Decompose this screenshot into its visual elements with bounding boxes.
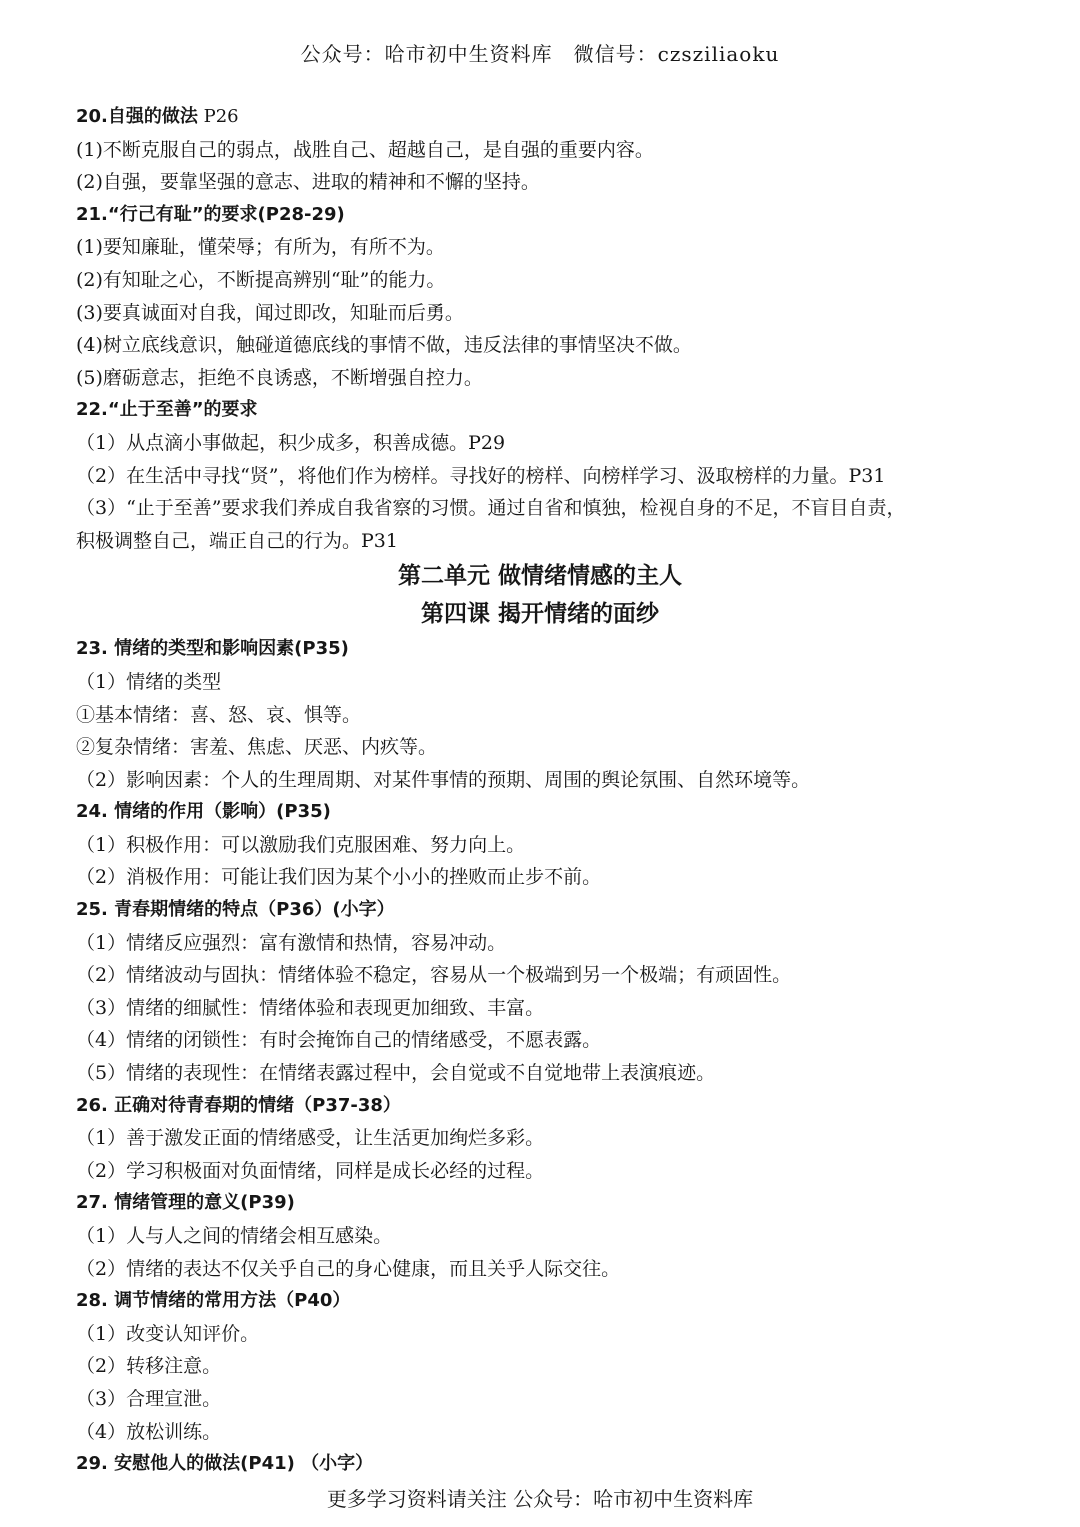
list-item: （5）情绪的表现性：在情绪表露过程中，会自觉或不自觉地带上表演痕迹。 bbox=[76, 1062, 716, 1085]
list-item: (1)不断克服自己的弱点，战胜自己、超越自己，是自强的重要内容。 bbox=[76, 138, 654, 161]
document-body bbox=[76, 101, 1036, 1481]
list-item: （2）在生活中寻找“贤”，将他们作为榜样。寻找好的榜样、向榜样学习、汲取榜样的力量。P31 bbox=[76, 464, 886, 487]
section-heading-text: 22.“止于至善”的要求 bbox=[76, 399, 258, 421]
list-item: （1）从点滴小事做起，积少成多，积善成德。P29 bbox=[76, 431, 506, 454]
section-heading bbox=[76, 894, 1036, 927]
list-item: （1）善于激发正面的情绪感受，让生活更加绚烂多彩。 bbox=[76, 1127, 545, 1150]
section-heading-text: 27. 情绪管理的意义(P39) bbox=[76, 1192, 295, 1214]
list-item: （4）情绪的闭锁性：有时会掩饰自己的情绪感受，不愿表露。 bbox=[76, 1029, 602, 1052]
section-heading-text: 23. 情绪的类型和影响因素(P35) bbox=[76, 638, 349, 660]
section-heading bbox=[76, 633, 1036, 666]
list-item: (2)自强，要靠坚强的意志、进取的精神和不懈的坚持。 bbox=[76, 171, 540, 194]
list-item: (4)树立底线意识，触碰道德底线的事情不做，违反法律的事情坚决不做。 bbox=[76, 334, 692, 357]
list-item: （1）积极作用：可以激励我们克服困难、努力向上。 bbox=[76, 833, 526, 856]
section-heading bbox=[76, 1285, 1036, 1318]
list-item: （1）人与人之间的情绪会相互感染。 bbox=[76, 1225, 393, 1247]
list-item: (3)要真诚面对自我，闻过即改，知耻而后勇。 bbox=[76, 301, 464, 324]
section-heading bbox=[76, 1448, 1036, 1481]
section-heading bbox=[76, 199, 1036, 232]
section-heading-text: 20.自强的做法 bbox=[76, 106, 198, 127]
list-item: （2）情绪的表达不仅关乎自己的身心健康，而且关乎人际交往。 bbox=[76, 1257, 621, 1280]
section-heading bbox=[76, 101, 1036, 134]
list-item: （2）学习积极面对负面情绪，同样是成长必经的过程。 bbox=[76, 1159, 545, 1182]
unit-title: 第二单元 做情绪情感的主人 bbox=[397, 563, 682, 590]
section-heading bbox=[76, 394, 1036, 427]
list-item: ①基本情绪：喜、怒、哀、惧等。 bbox=[76, 703, 362, 726]
list-item: （4）放松训练。 bbox=[76, 1420, 222, 1443]
list-item: （3）合理宣泄。 bbox=[76, 1387, 222, 1410]
list-item: （2）消极作用：可能让我们因为某个小小的挫败而止步不前。 bbox=[76, 866, 602, 889]
list-item: （2）情绪波动与固执：情绪体验不稳定，容易从一个极端到另一个极端；有顽固性。 bbox=[76, 964, 792, 987]
section-heading bbox=[76, 1090, 1036, 1123]
page-footer: 更多学习资料请关注 公众号：哈市初中生资料库 bbox=[326, 1487, 754, 1511]
list-item: （1）情绪的类型 bbox=[76, 670, 222, 693]
section-heading-text: 29. 安慰他人的做法(P41) （小字） bbox=[76, 1453, 374, 1475]
section-heading bbox=[76, 796, 1036, 829]
list-item: (1)要知廉耻，懂荣辱；有所为，有所不为。 bbox=[76, 236, 445, 259]
list-item: （3）“止于至善”要求我们养成自我省察的习惯。通过自省和慎独，检视自身的不足，不盲目自责， bbox=[76, 497, 906, 520]
list-item: (2)有知耻之心，不断提高辨别“耻”的能力。 bbox=[76, 268, 446, 291]
list-item: （1）情绪反应强烈：富有激情和热情，容易冲动。 bbox=[76, 931, 507, 954]
list-item: （3）情绪的细腻性：情绪体验和表现更加细致、丰富。 bbox=[76, 996, 545, 1019]
unit-title: 第四课 揭开情绪的面纱 bbox=[420, 601, 659, 628]
section-heading-text: 21.“行己有耻”的要求(P28-29) bbox=[76, 203, 345, 225]
list-item: (5)磨砺意志，拒绝不良诱惑，不断增强自控力。 bbox=[76, 366, 483, 389]
section-heading-text: 28. 调节情绪的常用方法（P40） bbox=[76, 1290, 351, 1312]
list-item: 积极调整自己，端正自己的行为。P31 bbox=[76, 529, 398, 552]
section-heading-text: 24. 情绪的作用（影响）(P35) bbox=[76, 801, 331, 823]
section-heading-text: 25. 青春期情绪的特点（P36）(小字） bbox=[76, 899, 395, 921]
section-heading-text: 26. 正确对待青春期的情绪（P37-38） bbox=[76, 1094, 401, 1116]
list-item: ②复杂情绪：害羞、焦虑、厌恶、内疚等。 bbox=[76, 736, 438, 759]
page-header: 公众号：哈市初中生资料库 微信号：czsziliaoku bbox=[300, 42, 780, 66]
list-item: （2）转移注意。 bbox=[76, 1355, 222, 1378]
list-item: （1）改变认知评价。 bbox=[76, 1322, 260, 1345]
section-heading bbox=[76, 1187, 1036, 1220]
list-item: （2）影响因素：个人的生理周期、对某件事情的预期、周围的舆论氛围、自然环境等。 bbox=[76, 768, 811, 791]
page-reference: P26 bbox=[197, 106, 239, 127]
